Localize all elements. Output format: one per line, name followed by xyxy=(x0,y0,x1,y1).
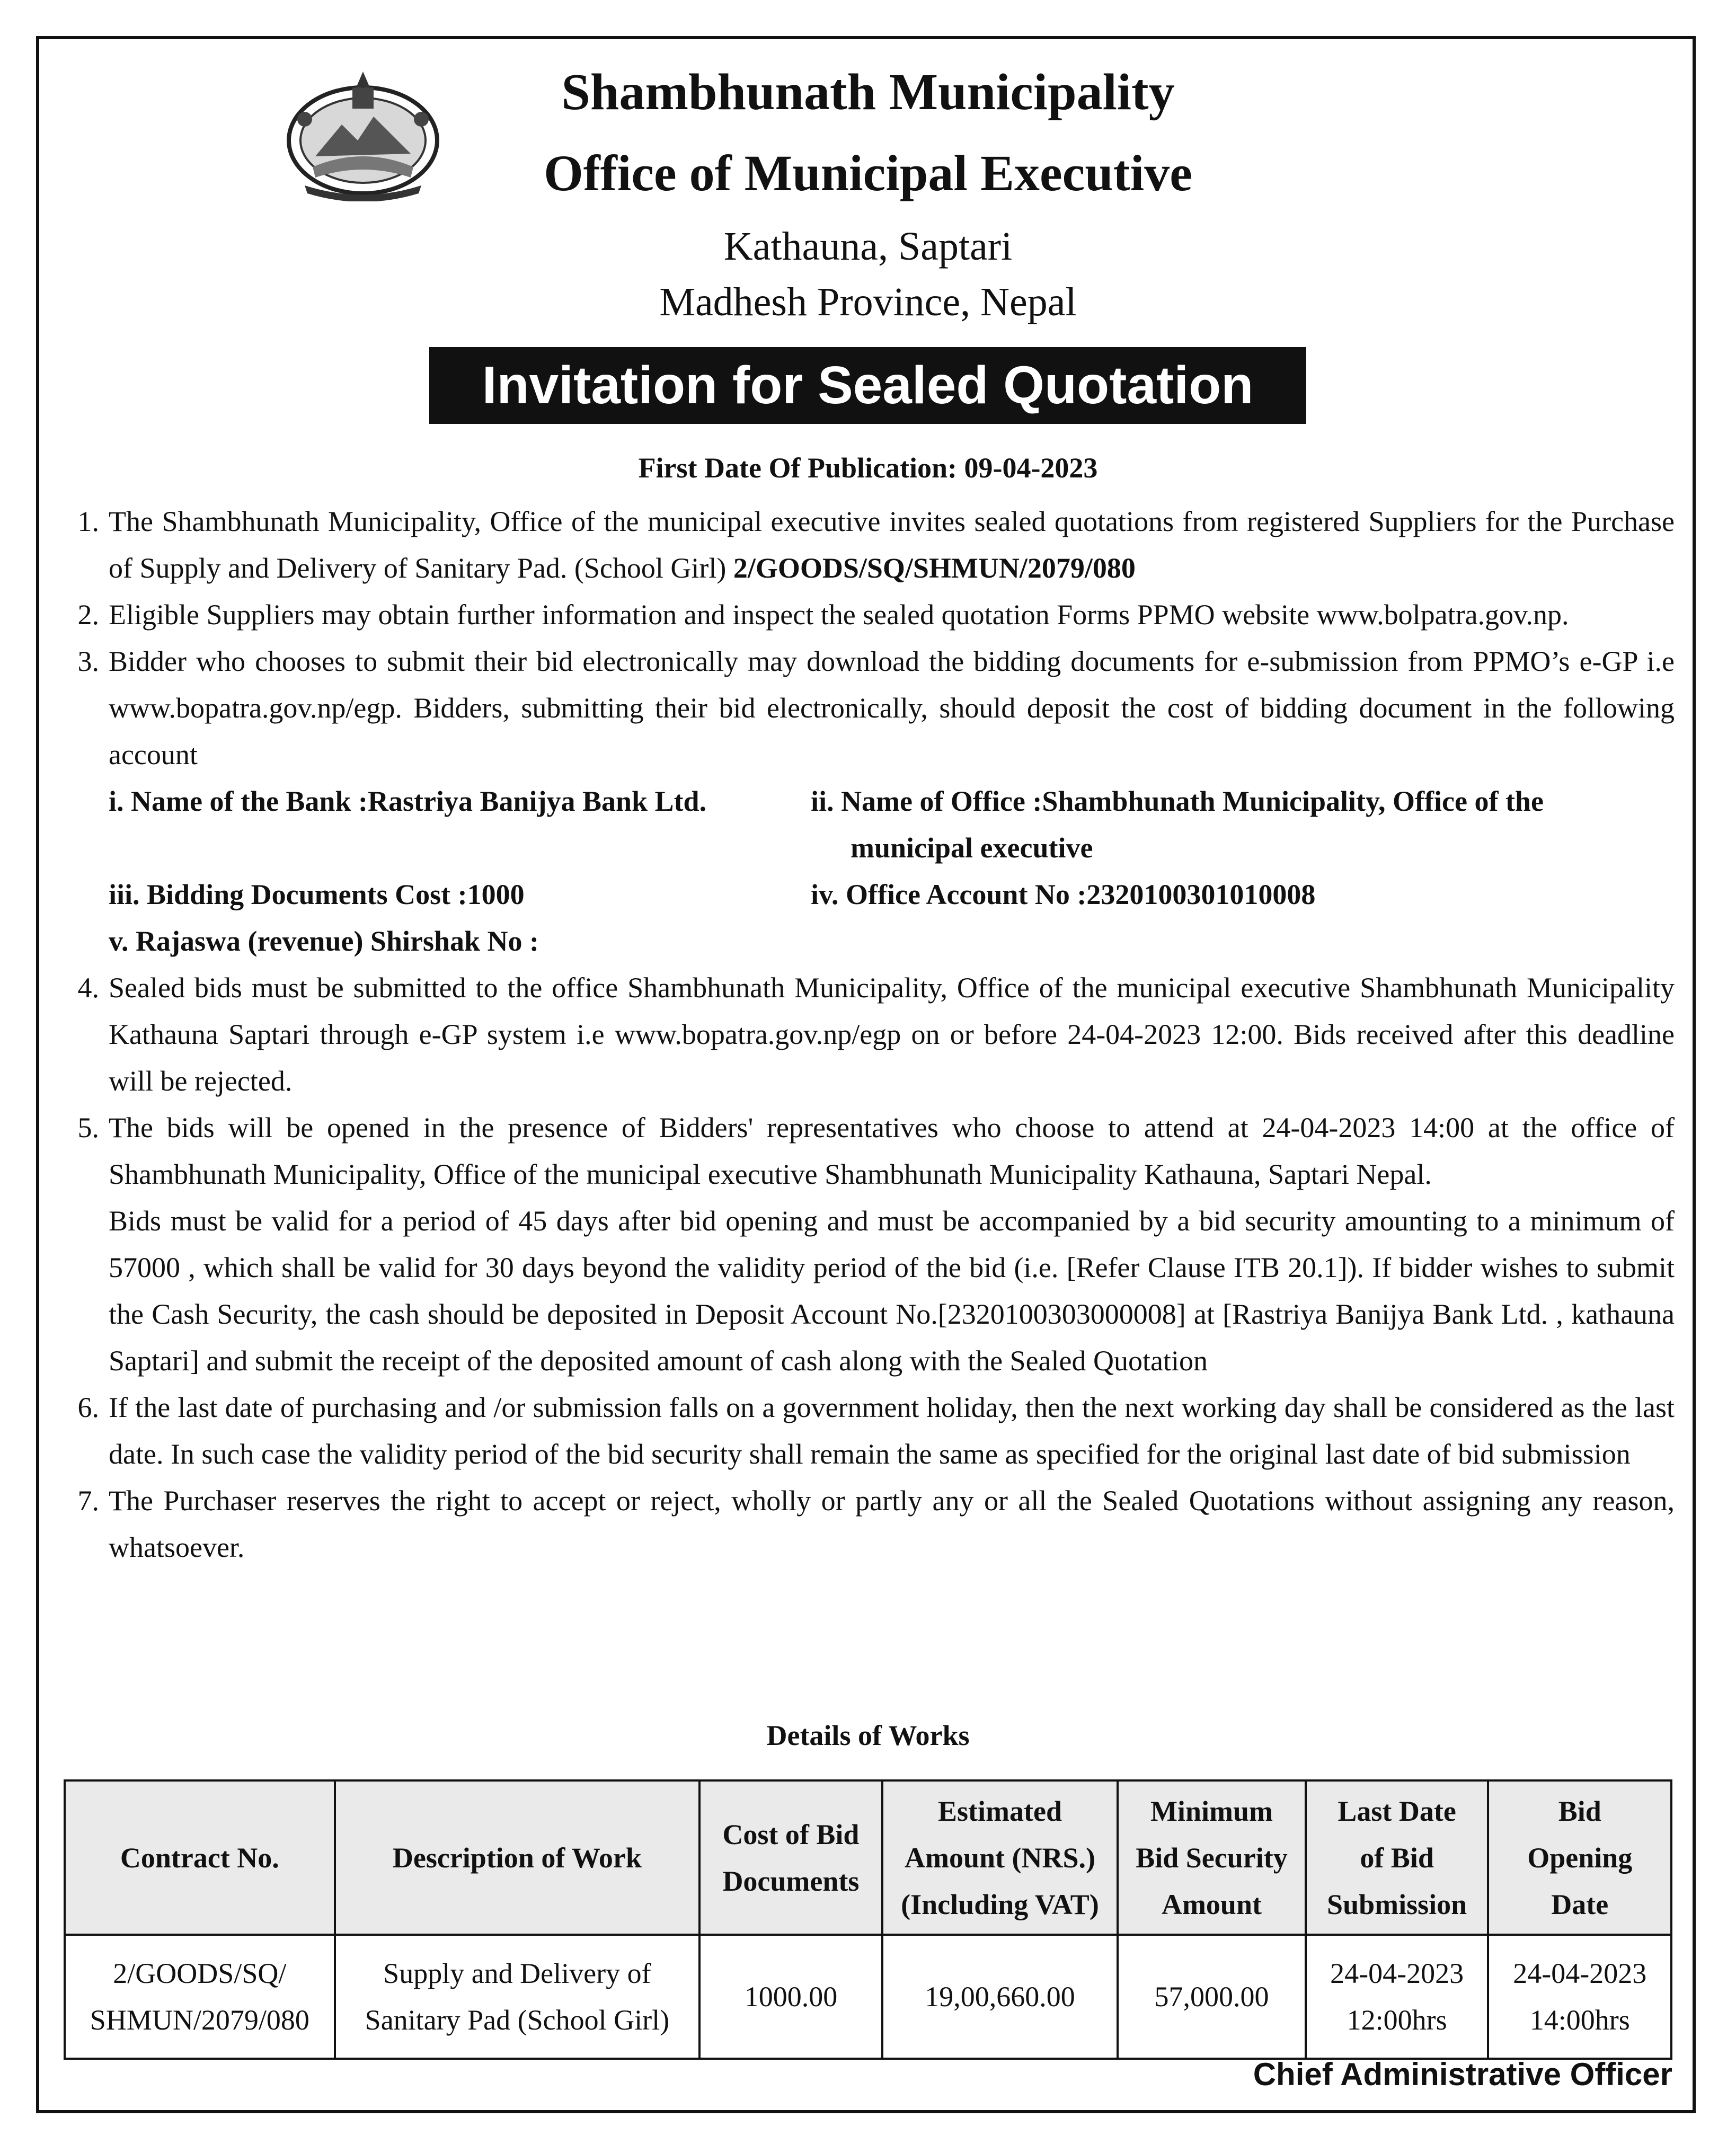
office-title: Office of Municipal Executive xyxy=(544,145,1192,201)
item-number: 6. xyxy=(77,1392,99,1423)
item-number: 2. xyxy=(77,599,99,631)
list-item xyxy=(58,638,1675,778)
item-text: The bids will be opened in the presence of Bidders' representatives who choose to attend at 24-04-2023 14:00 at the office of Shambhunath Municipality, Office of the municipal executive Shambhunath Municipality Kathauna, Saptari Nepal. Bids must be valid for a period of 45 days after bid opening and must be accompanied by a bid security amounting to a minimum of 57000 , which shall be valid for 30 days beyond the validity period of the bid (i.e. [Refer Clause ITB 20.1]). If bidder wishes to submit the Cash Security, the cash should be deposited in Deposit Account No.[2320100303000008] at [Rastriya Banijya Bank Ltd. , kathauna Saptari] and submit the receipt of the deposited amount of cash along with the Sealed Quotation xyxy=(109,1112,1675,1377)
account-details xyxy=(109,778,1675,964)
list-item xyxy=(58,1477,1675,1571)
item-text: The Shambhunath Municipality, Office of the municipal executive invites sealed quotations from registered Suppliers for the Purchase of Supply and Delivery of Sanitary Pad. (School Girl) 2/GOODS/SQ/SHMUN/2079/080 xyxy=(109,506,1675,584)
col-header-last-date: Last Date of Bid Submission xyxy=(1306,1780,1489,1935)
col-header-description: Description of Work xyxy=(335,1780,699,1935)
table-row xyxy=(65,1935,1671,2059)
municipality-title: Shambhunath Municipality xyxy=(561,64,1175,121)
item-number: 1. xyxy=(77,506,99,537)
item-number: 4. xyxy=(77,972,99,1004)
cell-contract-no: 2/GOODS/SQ/ SHMUN/2079/080 xyxy=(65,1935,335,2059)
address-line-2: Madhesh Province, Nepal xyxy=(659,280,1077,324)
signoff: Chief Administrative Officer xyxy=(1253,2057,1672,2092)
item-text: Sealed bids must be submitted to the office Shambhunath Municipality, Office of the municipal executive Shambhunath Municipality Kathauna Saptari through e-GP system i.e www.bopatra.gov.np/egp on or before 24-04-2023 12:00. Bids received after this deadline will be rejected. xyxy=(109,972,1675,1097)
item-number: 5. xyxy=(77,1112,99,1144)
list-item xyxy=(58,1384,1675,1477)
col-header-opening-date: Bid Opening Date xyxy=(1488,1780,1671,1935)
item-number: 7. xyxy=(77,1485,99,1517)
list-item xyxy=(58,964,1675,1104)
item-text: The Purchaser reserves the right to accept or reject, wholly or partly any or all the Sealed Quotations without assigning any reason, whatsoever. xyxy=(109,1485,1675,1563)
item-text: If the last date of purchasing and /or submission falls on a government holiday, then the next working day shall be considered as the last date. In such case the validity period of the bid security shall remain the same as specified for the original last date of bid submission xyxy=(109,1392,1675,1470)
item-number: 3. xyxy=(77,645,99,677)
cell-last-date: 24-04-2023 12:00hrs xyxy=(1306,1935,1489,2059)
cell-bid-security: 57,000.00 xyxy=(1118,1935,1306,2059)
notice-body xyxy=(58,498,1675,1571)
col-header-estimated-amount: Estimated Amount (NRS.) (Including VAT) xyxy=(882,1780,1118,1935)
rajaswa-shirshak: v. Rajaswa (revenue) Shirshak No : xyxy=(109,925,539,957)
contract-id: 2/GOODS/SQ/SHMUN/2079/080 xyxy=(733,552,1136,584)
table-title: Details of Works xyxy=(766,1720,970,1751)
address-line-1: Kathauna, Saptari xyxy=(723,224,1013,269)
cell-opening-date: 24-04-2023 14:00hrs xyxy=(1488,1935,1671,2059)
bank-name: i. Name of the Bank :Rastriya Banijya Bank Ltd. xyxy=(109,785,707,817)
works-table xyxy=(64,1779,1672,2060)
office-name-cont: municipal executive xyxy=(851,832,1093,864)
cell-description: Supply and Delivery of Sanitary Pad (School Girl) xyxy=(335,1935,699,2059)
list-item xyxy=(58,1104,1675,1384)
cell-cost: 1000.00 xyxy=(699,1935,882,2059)
publication-date: First Date Of Publication: 09-04-2023 xyxy=(638,452,1098,484)
list-item xyxy=(58,498,1675,591)
office-name: ii. Name of Office :Shambhunath Municipality, Office of the xyxy=(811,785,1544,817)
table-header-row xyxy=(65,1780,1671,1935)
documents-cost: iii. Bidding Documents Cost :1000 xyxy=(109,879,525,910)
item-text: Eligible Suppliers may obtain further information and inspect the sealed quotation Forms PPMO website www.bolpatra.gov.np. xyxy=(109,599,1569,631)
list-item xyxy=(58,591,1675,638)
cell-estimated-amount: 19,00,660.00 xyxy=(882,1935,1118,2059)
col-header-cost: Cost of Bid Documents xyxy=(699,1780,882,1935)
col-header-bid-security: Minimum Bid Security Amount xyxy=(1118,1780,1306,1935)
item-text: Bidder who chooses to submit their bid electronically may download the bidding documents for e-submission from PPMO’s e-GP i.e www.bopatra.gov.np/egp. Bidders, submitting their bid electronically, should deposit the cost of bidding document in the following account xyxy=(109,645,1675,770)
col-header-contract-no: Contract No. xyxy=(65,1780,335,1935)
notice-banner: Invitation for Sealed Quotation xyxy=(429,347,1306,424)
account-number: iv. Office Account No :2320100301010008 xyxy=(811,879,1316,910)
